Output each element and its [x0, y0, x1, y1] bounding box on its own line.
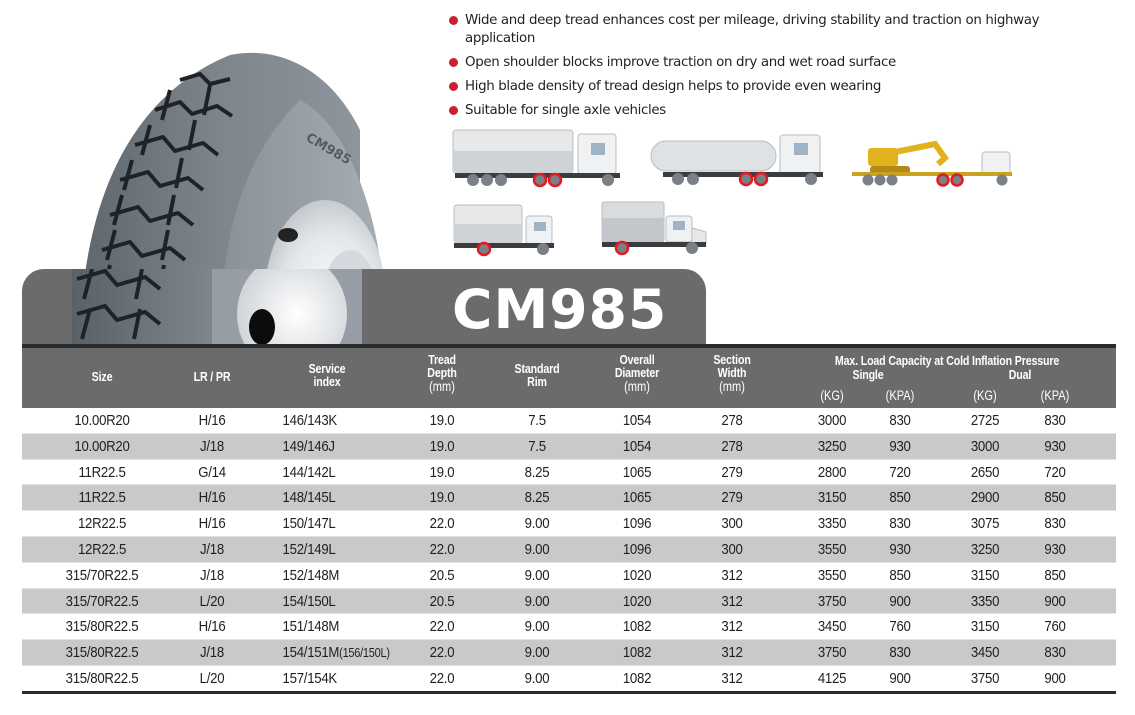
feature-item [448, 78, 1088, 96]
service-index-value: 148/145L [282, 489, 336, 507]
cell-tread-depth: 22.0 [429, 618, 455, 636]
cell-single-kg: 3750 [817, 592, 847, 610]
cell-section-width: 312 [721, 669, 743, 687]
col-header-service-index [294, 362, 360, 388]
header-unit: (mm) [624, 379, 650, 394]
table-header [22, 348, 1116, 408]
table-row [22, 614, 1116, 640]
col-header-dual [995, 368, 1044, 381]
cell-standard-rim: 9.00 [524, 540, 550, 558]
cell-dual-kpa: 830 [1044, 515, 1066, 533]
col-header-single-kpa [875, 388, 924, 403]
cell-single-kpa: 930 [889, 437, 911, 455]
cell-service-index [272, 563, 404, 589]
header-label: Overall [619, 352, 655, 367]
sidewall-model-text: CM985 [303, 130, 354, 169]
table-row [22, 537, 1116, 563]
header-label: Width [717, 365, 747, 380]
header-label: Dual [1008, 367, 1032, 382]
service-index-value: 144/142L [282, 463, 336, 481]
table-row [22, 589, 1116, 615]
cell-lr-pr: H/16 [198, 412, 226, 429]
table-body [22, 408, 1116, 692]
cell-dual-kg: 3150 [970, 618, 1000, 636]
box-semi-trailer-truck-icon [450, 127, 625, 189]
cell-dual-kg: 2900 [970, 489, 1000, 507]
cell-dual-kg: 3450 [970, 644, 1000, 662]
feature-text: Wide and deep tread enhances cost per mileage, driving stability and traction on highway application [465, 13, 1040, 46]
bullet-icon [449, 58, 458, 67]
header-label: Single [852, 367, 884, 382]
table-row [22, 640, 1116, 666]
cell-tread-depth: 20.5 [429, 592, 455, 610]
cell-lr-pr: J/18 [200, 540, 224, 558]
cell-dual-kg: 3075 [970, 515, 1000, 533]
cargo-van-truck-icon [600, 200, 710, 258]
cell-section-width: 312 [721, 592, 743, 610]
cell-section-width: 278 [721, 437, 743, 455]
cell-overall-diameter: 1020 [622, 592, 652, 610]
cell-dual-kg: 3350 [970, 592, 1000, 610]
header-unit: (KPA) [885, 388, 915, 403]
cell-section-width: 279 [721, 489, 743, 507]
cell-tread-depth: 22.0 [429, 644, 455, 662]
cell-dual-kpa: 760 [1044, 618, 1066, 636]
cell-tread-depth: 19.0 [429, 412, 455, 429]
cell-service-index [272, 460, 404, 486]
cell-size: 315/70R22.5 [65, 592, 139, 610]
cell-size: 12R22.5 [77, 515, 127, 533]
service-index-value: 146/143K [282, 412, 337, 429]
cell-overall-diameter: 1082 [622, 644, 652, 662]
cell-dual-kpa: 850 [1044, 489, 1066, 507]
cell-dual-kg: 2650 [970, 463, 1000, 481]
cell-service-index [272, 640, 404, 666]
table-row [22, 485, 1116, 511]
cell-size: 315/80R22.5 [65, 618, 139, 636]
bullet-icon [449, 82, 458, 91]
feature-item [448, 12, 1088, 48]
table-bottom-rule [22, 691, 1116, 694]
cell-dual-kg: 3750 [970, 669, 1000, 687]
box-truck-icon [452, 202, 557, 258]
col-header-single [843, 368, 892, 381]
cell-lr-pr: H/16 [198, 489, 226, 507]
col-header-standard-rim [504, 362, 570, 388]
cell-single-kpa: 900 [889, 592, 911, 610]
cell-section-width: 312 [721, 618, 743, 636]
cell-dual-kg: 2725 [970, 412, 1000, 429]
table-row [22, 563, 1116, 589]
cell-section-width: 300 [721, 515, 743, 533]
cell-standard-rim: 9.00 [524, 644, 550, 662]
cell-lr-pr: J/18 [200, 644, 224, 662]
cell-overall-diameter: 1082 [622, 669, 652, 687]
lowboy-excavator-truck-icon [850, 138, 1020, 188]
cell-service-index [272, 589, 404, 615]
header-label: Service [308, 361, 346, 376]
cell-size: 11R22.5 [78, 463, 126, 481]
cell-section-width: 279 [721, 463, 743, 481]
cell-size: 12R22.5 [77, 540, 127, 558]
header-label: Standard [514, 361, 560, 376]
cell-standard-rim: 8.25 [524, 463, 550, 481]
cell-service-index [272, 485, 404, 511]
service-index-value: 157/154K [282, 669, 337, 687]
tanker-truck-icon [648, 133, 828, 189]
cell-standard-rim: 9.00 [524, 515, 550, 533]
cell-dual-kpa: 930 [1044, 437, 1066, 455]
cell-single-kpa: 850 [889, 489, 911, 507]
col-header-section-width [699, 353, 765, 394]
cell-dual-kpa: 830 [1044, 412, 1066, 429]
service-index-value: 150/147L [282, 515, 336, 533]
feature-item [448, 102, 1088, 120]
cell-dual-kpa: 720 [1044, 463, 1066, 481]
col-header-size [73, 370, 130, 383]
cell-dual-kg: 3250 [970, 540, 1000, 558]
cell-single-kg: 2800 [817, 463, 847, 481]
cell-lr-pr: H/16 [198, 515, 226, 533]
cell-overall-diameter: 1054 [622, 412, 652, 429]
col-header-lr-pr [179, 370, 245, 383]
cell-single-kpa: 760 [889, 618, 911, 636]
table-row [22, 408, 1116, 434]
service-index-value: 154/151M [282, 644, 340, 662]
cell-size: 315/80R22.5 [65, 669, 139, 687]
cell-single-kg: 3150 [817, 489, 847, 507]
cell-service-index [272, 614, 404, 640]
service-index-value: 151/148M [282, 618, 340, 636]
table-row [22, 666, 1116, 692]
bullet-icon [449, 16, 458, 25]
cell-single-kpa: 900 [889, 669, 911, 687]
cell-dual-kpa: 900 [1044, 669, 1066, 687]
cell-standard-rim: 8.25 [524, 489, 550, 507]
header-unit: (KG) [973, 388, 997, 403]
cell-section-width: 312 [721, 566, 743, 584]
cell-service-index [272, 511, 404, 537]
bullet-icon [449, 106, 458, 115]
cell-tread-depth: 22.0 [429, 669, 455, 687]
feature-list [448, 12, 1088, 126]
header-label: Depth [427, 365, 457, 380]
cell-tread-depth: 19.0 [429, 437, 455, 455]
col-header-dual-kpa [1030, 388, 1079, 403]
cell-standard-rim: 9.00 [524, 618, 550, 636]
service-index-value: 149/146J [282, 437, 335, 455]
header-unit: (KG) [820, 388, 844, 403]
cell-lr-pr: H/16 [198, 618, 226, 636]
cell-lr-pr: L/20 [199, 592, 225, 610]
cell-overall-diameter: 1096 [622, 515, 652, 533]
cell-service-index [272, 434, 404, 460]
cell-dual-kpa: 930 [1044, 540, 1066, 558]
cell-size: 315/80R22.5 [65, 644, 139, 662]
header-label: LR / PR [193, 369, 231, 384]
cell-single-kpa: 830 [889, 412, 911, 429]
cell-single-kg: 4125 [817, 669, 847, 687]
service-index-value: 152/148M [282, 566, 340, 584]
table-row [22, 511, 1116, 537]
cell-standard-rim: 9.00 [524, 669, 550, 687]
cell-overall-diameter: 1096 [622, 540, 652, 558]
header-label: Diameter [614, 365, 660, 380]
col-header-overall-diameter [604, 353, 670, 394]
cell-overall-diameter: 1082 [622, 618, 652, 636]
header-label: Section [713, 352, 751, 367]
cell-dual-kg: 3000 [970, 437, 1000, 455]
col-header-tread-depth [413, 353, 470, 394]
header-unit: (mm) [429, 379, 455, 394]
cell-overall-diameter: 1054 [622, 437, 652, 455]
cell-size: 315/70R22.5 [65, 566, 139, 584]
cell-single-kg: 3250 [817, 437, 847, 455]
cell-standard-rim: 7.5 [528, 437, 546, 455]
cell-single-kpa: 830 [889, 515, 911, 533]
cell-single-kg: 3550 [817, 566, 847, 584]
cell-section-width: 312 [721, 644, 743, 662]
table-row [22, 434, 1116, 460]
cell-standard-rim: 9.00 [524, 566, 550, 584]
feature-text: Open shoulder blocks improve traction on dry and wet road surface [465, 55, 896, 70]
cell-service-index [272, 666, 404, 692]
cell-lr-pr: J/18 [200, 437, 224, 455]
header-unit: (KPA) [1040, 388, 1070, 403]
col-header-dual-kg [960, 388, 1009, 403]
cell-service-index [272, 408, 404, 434]
cell-dual-kpa: 850 [1044, 566, 1066, 584]
cell-dual-kg: 3150 [970, 566, 1000, 584]
cell-section-width: 278 [721, 412, 743, 429]
header-label: Rim [527, 374, 547, 389]
cell-single-kpa: 720 [889, 463, 911, 481]
header-label: Max. Load Capacity at Cold Inflation Pressure [834, 353, 1060, 368]
tire-lower-illustration [22, 269, 362, 345]
cell-size: 10.00R20 [74, 437, 130, 455]
service-index-value: 154/150L [282, 592, 336, 610]
cell-size: 10.00R20 [74, 412, 130, 429]
service-index-alt-value: (156/150L) [339, 646, 390, 661]
header-unit: (mm) [719, 379, 745, 394]
cell-dual-kpa: 900 [1044, 592, 1066, 610]
header-label: Tread [428, 352, 456, 367]
service-index-value: 152/149L [282, 540, 336, 558]
cell-overall-diameter: 1065 [622, 463, 652, 481]
cell-single-kg: 3550 [817, 540, 847, 558]
cell-section-width: 300 [721, 540, 743, 558]
cell-lr-pr: G/14 [198, 463, 226, 481]
feature-item [448, 54, 1088, 72]
cell-lr-pr: J/18 [200, 566, 224, 584]
col-header-max-load [812, 354, 1083, 367]
cell-service-index [272, 537, 404, 563]
cell-tread-depth: 20.5 [429, 566, 455, 584]
tire-overlay [22, 269, 362, 345]
header-label: Size [91, 369, 113, 384]
cell-single-kpa: 830 [889, 644, 911, 662]
cell-overall-diameter: 1065 [622, 489, 652, 507]
cell-single-kg: 3350 [817, 515, 847, 533]
cell-lr-pr: L/20 [199, 669, 225, 687]
cell-tread-depth: 19.0 [429, 463, 455, 481]
table-row [22, 460, 1116, 486]
cell-size: 11R22.5 [78, 489, 126, 507]
cell-single-kg: 3450 [817, 618, 847, 636]
cell-standard-rim: 9.00 [524, 592, 550, 610]
cell-overall-diameter: 1020 [622, 566, 652, 584]
feature-text: Suitable for single axle vehicles [465, 103, 666, 118]
cell-standard-rim: 7.5 [528, 412, 546, 429]
header-label: index [313, 374, 341, 389]
col-header-single-kg [807, 388, 856, 403]
cell-tread-depth: 22.0 [429, 515, 455, 533]
feature-text: High blade density of tread design helps to provide even wearing [465, 79, 882, 94]
cell-single-kpa: 850 [889, 566, 911, 584]
cell-single-kg: 3750 [817, 644, 847, 662]
cell-tread-depth: 22.0 [429, 540, 455, 558]
model-title: CM985 [452, 278, 668, 341]
cell-dual-kpa: 830 [1044, 644, 1066, 662]
cell-single-kg: 3000 [817, 412, 847, 429]
cell-single-kpa: 930 [889, 540, 911, 558]
cell-tread-depth: 19.0 [429, 489, 455, 507]
